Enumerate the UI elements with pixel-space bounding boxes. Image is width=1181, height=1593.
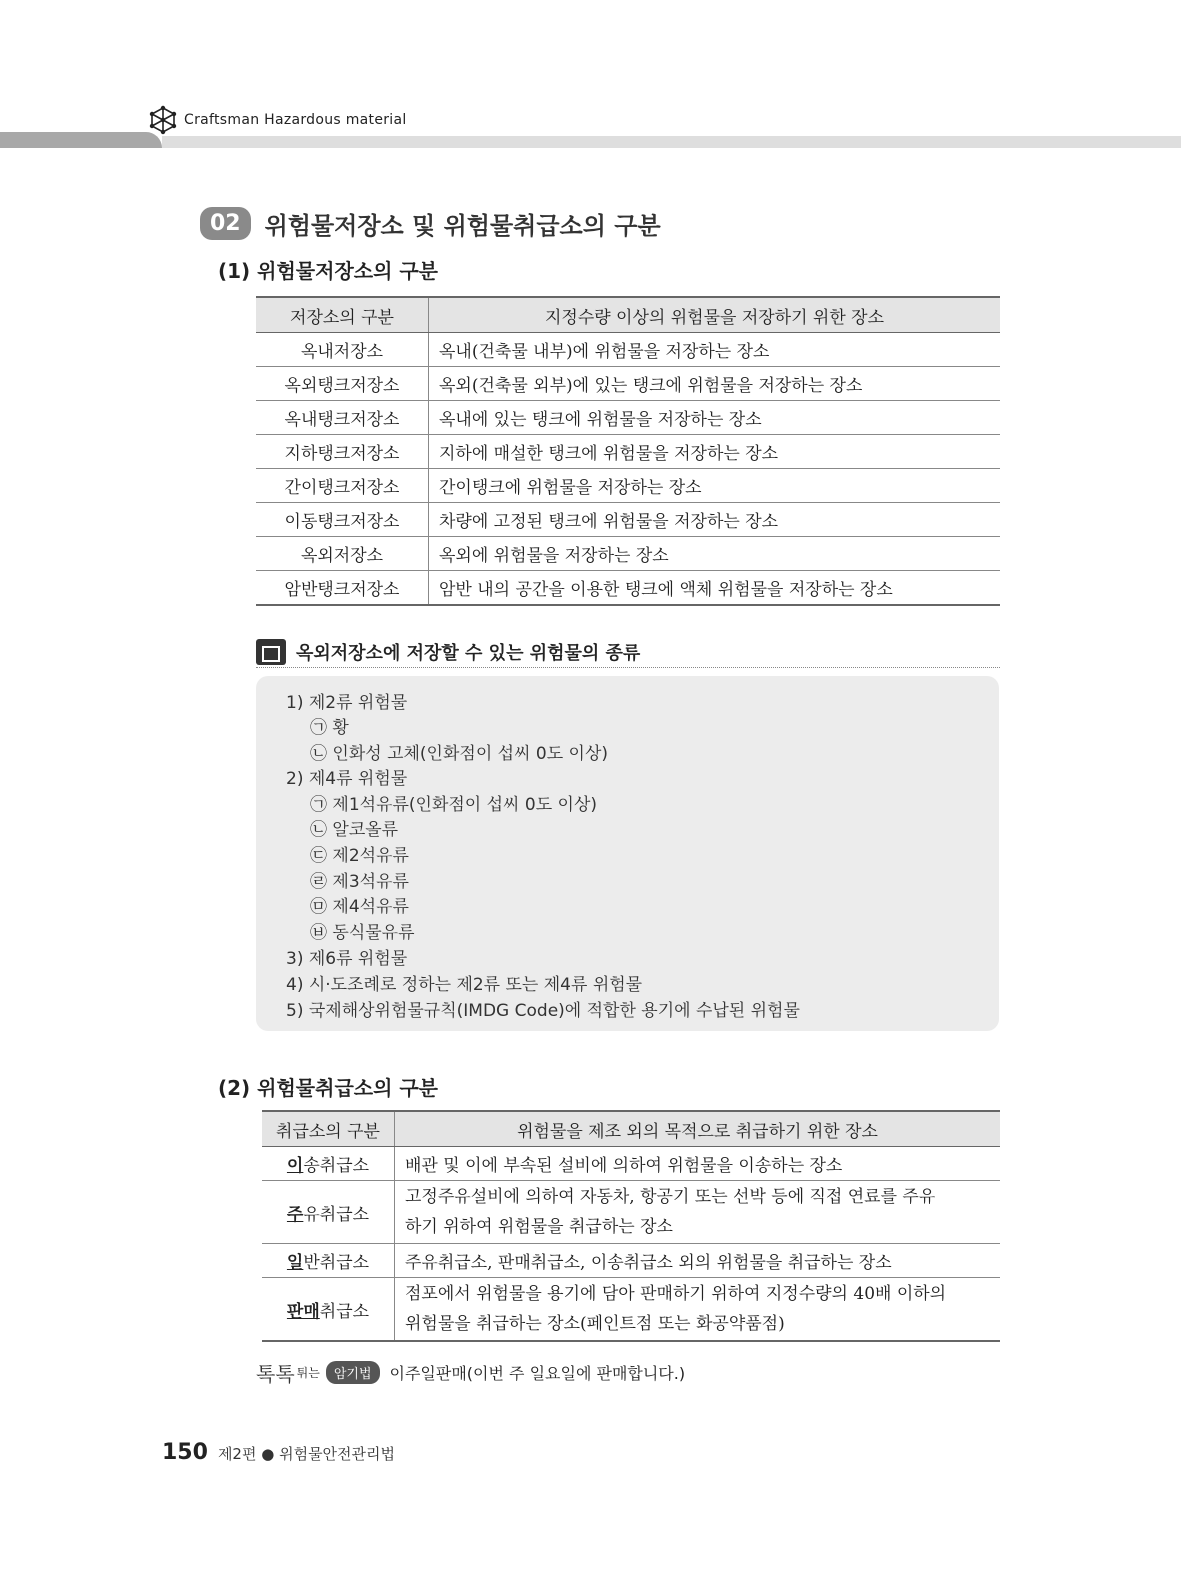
- note-subitem: ㉠ 제1석유류(인화점이 섭씨 0도 이상): [310, 795, 597, 815]
- table-cell: [262, 1181, 395, 1244]
- table-cell: [395, 1181, 1001, 1244]
- tip-small-label: 튀는: [296, 1366, 320, 1380]
- note-subitem: ㉠ 황: [310, 718, 349, 738]
- section-title: 위험물저장소 및 위험물취급소의 구분: [264, 212, 661, 240]
- note-item: 4) 시·도조례로 정하는 제2류 또는 제4류 위험물: [286, 975, 643, 995]
- table-cell-text: 취급소: [319, 1301, 370, 1322]
- table-cell: [395, 1147, 1001, 1181]
- table-header-cell: 취급소의 구분: [262, 1111, 395, 1147]
- note-item: 3) 제6류 위험물: [286, 949, 408, 969]
- table-header-cell: 위험물을 제조 외의 목적으로 취급하기 위한 장소: [395, 1111, 1001, 1147]
- table-cell: [395, 1278, 1001, 1342]
- table-cell-text: 고정주유설비에 의하여 자동차, 항공기 또는 선박 등에 직접 연료를 주유: [405, 1187, 936, 1207]
- header-bar-dark: [0, 132, 162, 148]
- table-cell: 이동탱크저장소: [256, 503, 429, 537]
- note-item: 2) 제4류 위험물: [286, 769, 408, 789]
- table-cell-text: 반취급소: [303, 1253, 370, 1273]
- page-footer: [162, 1440, 395, 1465]
- table-row: [256, 435, 1000, 469]
- mnemonic-letter: 이: [286, 1156, 304, 1176]
- section-heading: [200, 206, 661, 241]
- table-row: [256, 401, 1000, 435]
- mnemonic-tip: [256, 1358, 685, 1387]
- storage-table: [256, 296, 1000, 606]
- table-cell: 옥내에 있는 탱크에 위험물을 저장하는 장소: [429, 401, 1001, 435]
- book-icon: [256, 639, 286, 665]
- note-subitem: ㉣ 제3석유류: [310, 872, 409, 892]
- note-subitem: ㉡ 인화성 고체(인화점이 섭씨 0도 이상): [310, 744, 609, 764]
- table-row: [256, 333, 1000, 367]
- note-subitem: ㉡ 알코올류: [310, 820, 399, 840]
- note-subitem: ㉤ 제4석유류: [310, 897, 409, 917]
- page-number: 150: [162, 1440, 208, 1465]
- table-cell-text: 유취급소: [303, 1204, 370, 1225]
- table-cell: 차량에 고정된 탱크에 위험물을 저장하는 장소: [429, 503, 1001, 537]
- table-cell: 옥내저장소: [256, 333, 429, 367]
- table-cell-text: 위험물을 취급하는 장소(페인트점 또는 화공약품점): [405, 1314, 785, 1334]
- table-cell-text: 배관 및 이에 부속된 설비에 의하여 위험물을 이송하는 장소: [405, 1156, 843, 1176]
- table-cell: 암반탱크저장소: [256, 571, 429, 606]
- tip-text: 이주일판매(이번 주 일요일에 판매합니다.): [389, 1364, 686, 1383]
- running-header: [148, 104, 407, 136]
- mnemonic-letter: 판매: [286, 1301, 320, 1322]
- table-header-cell: 저장소의 구분: [256, 297, 429, 333]
- header-bar-light: [162, 136, 1181, 148]
- table-cell: 옥내탱크저장소: [256, 401, 429, 435]
- table-cell: 암반 내의 공간을 이용한 탱크에 액체 위험물을 저장하는 장소: [429, 571, 1001, 606]
- note-title: 옥외저장소에 저장할 수 있는 위험물의 종류: [296, 643, 641, 664]
- table-row: [256, 469, 1000, 503]
- tip-badge: 암기법: [326, 1361, 380, 1384]
- table-row: [262, 1244, 1000, 1278]
- table-cell: [262, 1244, 395, 1278]
- table-row: [256, 571, 1000, 606]
- table-row: [262, 1181, 1000, 1244]
- table-cell: 옥외탱크저장소: [256, 367, 429, 401]
- table-cell: 간이탱크저장소: [256, 469, 429, 503]
- table-cell-text: 점포에서 위험물을 용기에 담아 판매하기 위하여 지정수량의 40배 이하의: [405, 1284, 947, 1304]
- note-item: 5) 국제해상위험물규칙(IMDG Code)에 적합한 용기에 수납된 위험물: [286, 1001, 800, 1021]
- footer-text: 제2편 ● 위험물안전관리법: [217, 1445, 396, 1463]
- mnemonic-letter: 일: [286, 1253, 304, 1273]
- table-cell: 지하탱크저장소: [256, 435, 429, 469]
- subsection-title-2: (2) 위험물취급소의 구분: [218, 1076, 439, 1100]
- table-cell: [262, 1147, 395, 1181]
- table-cell: 옥외에 위험물을 저장하는 장소: [429, 537, 1001, 571]
- note-subitem: ㉢ 제2석유류: [310, 846, 409, 866]
- table-cell: [262, 1278, 395, 1342]
- table-row: [262, 1147, 1000, 1181]
- table-row: [256, 503, 1000, 537]
- note-item: 1) 제2류 위험물: [286, 693, 408, 713]
- tip-burst-label: 톡톡: [256, 1362, 295, 1386]
- note-heading: [256, 637, 1000, 668]
- table-cell-text: 송취급소: [303, 1156, 370, 1176]
- table-row: [256, 367, 1000, 401]
- table-cell: 옥외저장소: [256, 537, 429, 571]
- table-cell: 옥외(건축물 외부)에 있는 탱크에 위험물을 저장하는 장소: [429, 367, 1001, 401]
- note-subitem: ㉥ 동식물유류: [310, 923, 415, 943]
- section-number: 02: [200, 207, 251, 240]
- subsection-title-1: (1) 위험물저장소의 구분: [218, 259, 439, 283]
- header-title: Craftsman Hazardous material: [184, 112, 407, 128]
- table-cell: [395, 1244, 1001, 1278]
- table-header-row: [256, 297, 1000, 333]
- table-row: [262, 1278, 1000, 1342]
- table-header-cell: 지정수량 이상의 위험물을 저장하기 위한 장소: [429, 297, 1001, 333]
- molecule-logo-icon: [148, 105, 178, 135]
- mnemonic-letter: 주: [286, 1204, 304, 1225]
- table-cell-text: 주유취급소, 판매취급소, 이송취급소 외의 위험물을 취급하는 장소: [405, 1253, 892, 1273]
- handling-table: [262, 1110, 1000, 1342]
- table-cell-text: 하기 위하여 위험물을 취급하는 장소: [405, 1217, 673, 1237]
- table-cell: 옥내(건축물 내부)에 위험물을 저장하는 장소: [429, 333, 1001, 367]
- table-cell: 간이탱크에 위험물을 저장하는 장소: [429, 469, 1001, 503]
- table-cell: 지하에 매설한 탱크에 위험물을 저장하는 장소: [429, 435, 1001, 469]
- table-row: [256, 537, 1000, 571]
- table-header-row: [262, 1111, 1000, 1147]
